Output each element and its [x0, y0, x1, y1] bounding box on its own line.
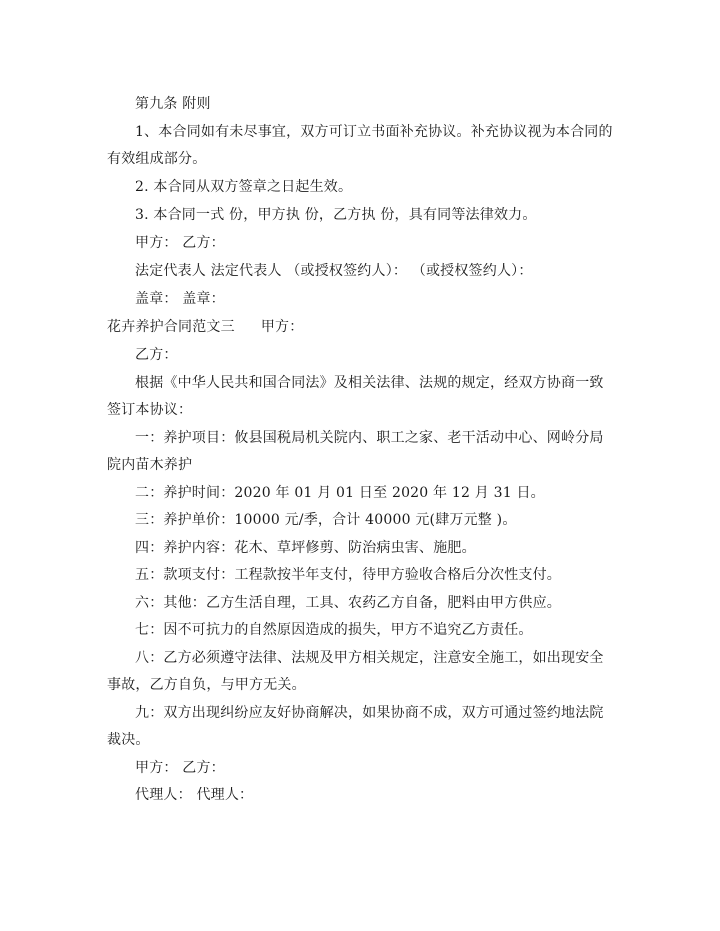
intro-line-2: 签订本协议：: [107, 402, 193, 418]
item-5: 五：款项支付：工程款按半年支付，待甲方验收合格后分次性支付。: [135, 567, 561, 583]
seal-line: 盖章： 盖章：: [135, 291, 225, 307]
clause-3: 3. 本合同一式 份，甲方执 份，乙方执 份，具有同等法律效力。: [135, 207, 537, 223]
party-a-label: 甲方：: [260, 319, 304, 335]
clause-1-line-2: 有效组成部分。: [107, 151, 207, 167]
item-2: 二：养护时间：2020 年 01 月 01 日至 2020 年 12 月 31 日。: [135, 485, 545, 501]
sample-title-line: [107, 318, 303, 336]
item-6: 六：其他：乙方生活自理，工具、农药乙方自备，肥料由甲方供应。: [135, 595, 561, 611]
item-3: 三：养护单价：10000 元/季，合计 40000 元(肆万元整 )。: [135, 512, 517, 528]
item-4: 四：养护内容：花木、草坪修剪、防治病虫害、施肥。: [135, 540, 476, 556]
representative-line: 法定代表人 法定代表人 （或授权签约人）： （或授权签约人）：: [135, 263, 533, 279]
item-9-line-2: 裁决。: [107, 732, 150, 748]
party-line: 甲方： 乙方：: [135, 235, 225, 251]
clause-1-line-1: 1、本合同如有未尽事宜，双方可订立书面补充协议。补充协议视为本合同的: [135, 124, 613, 140]
agent-line: 代理人： 代理人：: [135, 787, 254, 803]
item-7: 七：因不可抗力的自然原因造成的损失，甲方不追究乙方责任。: [135, 622, 533, 638]
item-8-line-1: 八：乙方必须遵守法律、法规及甲方相关规定，注意安全施工，如出现安全: [135, 650, 604, 666]
intro-line-1: 根据《中华人民共和国合同法》及相关法律、法规的规定，经双方协商一致: [135, 375, 604, 391]
item-9-line-1: 九：双方出现纠纷应友好协商解决，如果协商不成，双方可通过签约地法院: [135, 705, 604, 721]
item-1-line-1: 一：养护项目：攸县国税局机关院内、职工之家、老干活动中心、网岭分局: [135, 430, 604, 446]
item-8-line-2: 事故，乙方自负，与甲方无关。: [107, 677, 306, 693]
article-heading: 第九条 附则: [135, 96, 211, 112]
clause-2: 2. 本合同从双方签章之日起生效。: [135, 179, 353, 195]
party-b-label: 乙方：: [135, 347, 178, 363]
item-1-line-2: 院内苗木养护: [107, 457, 193, 473]
sign-party-line: 甲方： 乙方：: [135, 760, 225, 776]
sample-title: 花卉养护合同范文三: [107, 319, 235, 335]
